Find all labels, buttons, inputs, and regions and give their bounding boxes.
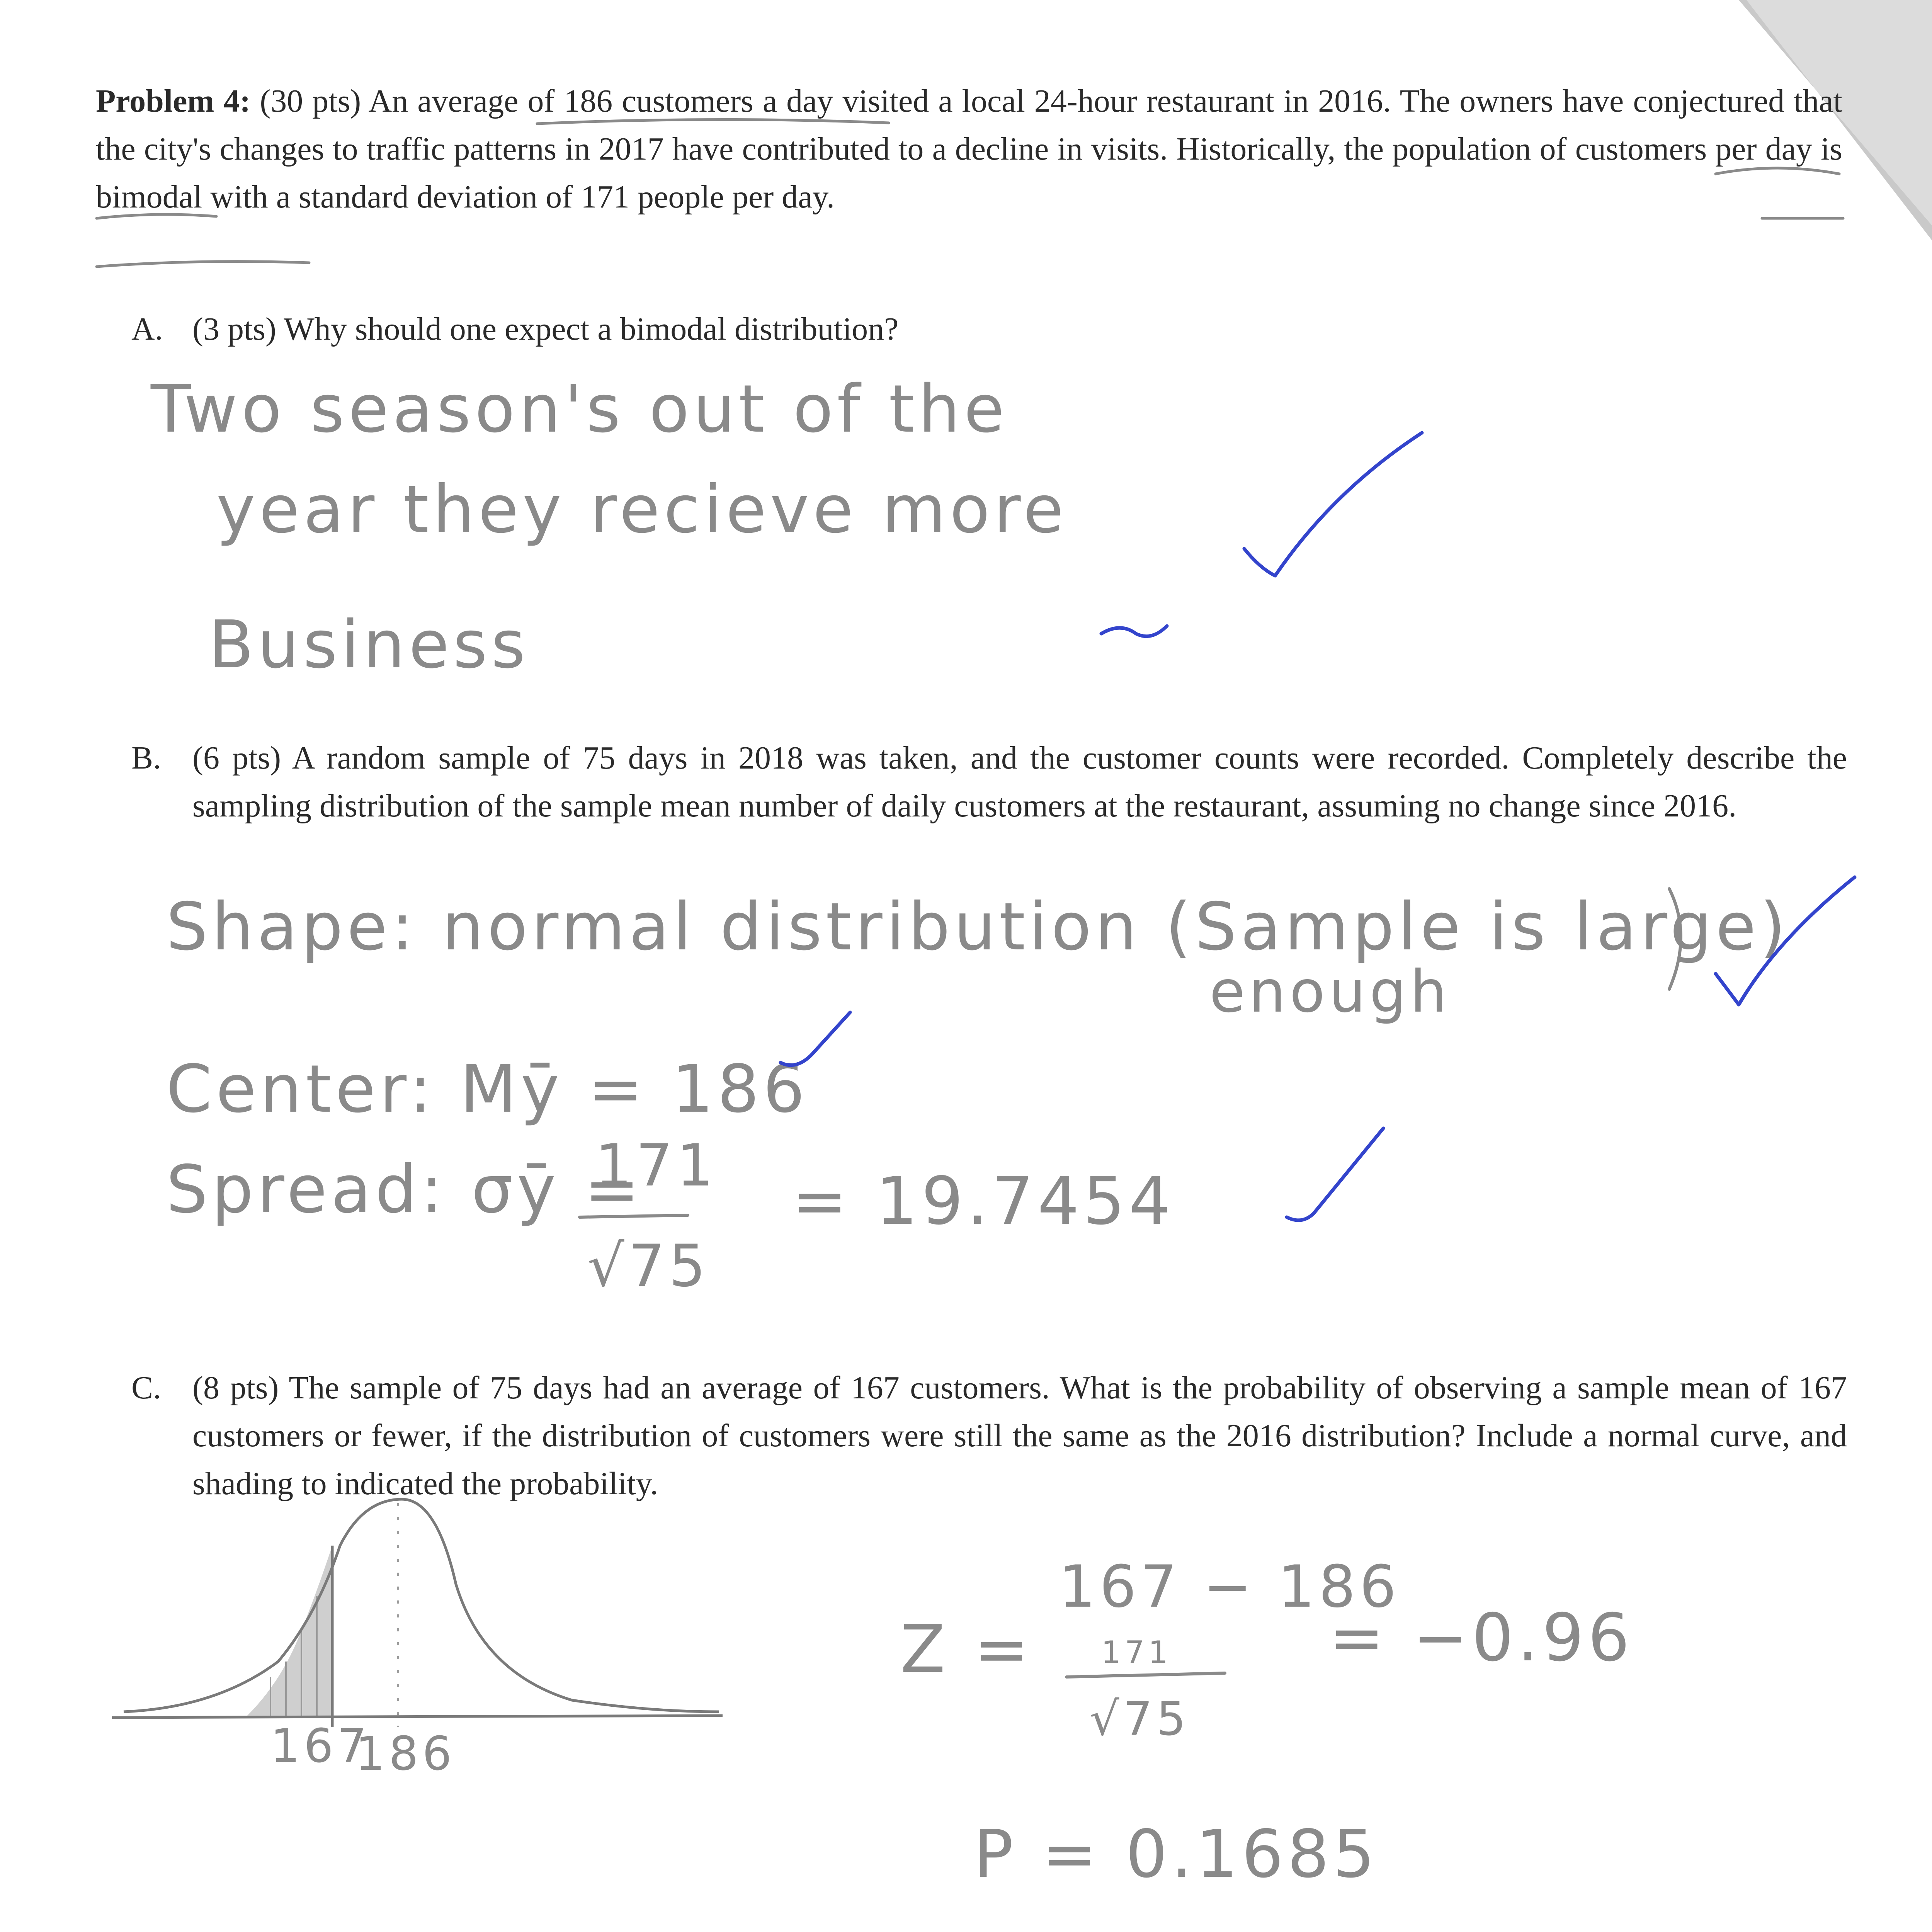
curve-label-186: 186 — [355, 1727, 456, 1781]
part-b-shape: Shape: normal distribution (Sample is large) — [166, 889, 1789, 965]
underline-in-visits — [97, 214, 216, 218]
part-b-question: (6 pts) A random sample of 75 days in 2018 was taken, and the customer counts were recorded. Completely describe the sampling distribution of the sample mean number of daily customers at the restaurant, assuming no change since 2016. — [192, 740, 1847, 824]
z-denominator-top: 171 — [1101, 1634, 1172, 1670]
problem-text: An average of 186 customers a day visited a local 24-hour restaurant in 2016. The owners have conjectured that the city's changes to traffic patterns in 2017 have contributed to a decline in visits. Historically, the population of customers per day is bimodal with a standard deviation of 171 people per day. — [96, 83, 1842, 215]
tilde-part-a — [1101, 626, 1167, 636]
shaded-tail — [247, 1546, 332, 1716]
pencil-underlines — [97, 119, 1843, 267]
z-result: = −0.96 — [1329, 1600, 1634, 1676]
part-b-spread-denominator: √75 — [587, 1233, 710, 1300]
part-b-letter: B. — [131, 740, 162, 776]
underline-decline — [1716, 168, 1839, 174]
z-denominator-bottom: √75 — [1090, 1692, 1190, 1746]
part-a-letter: A. — [131, 311, 163, 347]
z-label: Z = — [900, 1611, 1033, 1688]
underline-people-per-day — [97, 262, 309, 267]
curve-label-167: 167 — [270, 1719, 371, 1773]
p-value: P = 0.1685 — [974, 1816, 1379, 1893]
underline-average — [537, 119, 889, 124]
part-b-shape-continued: enough — [1209, 958, 1451, 1026]
normal-curve-sketch — [112, 1499, 723, 1727]
bell-curve — [124, 1499, 719, 1712]
part-a-question: (3 pts) Why should one expect a bimodal distribution? — [192, 311, 899, 347]
part-b-spread-label: Spread: σȳ = — [166, 1151, 643, 1228]
handwritten-strokes — [580, 889, 1681, 1677]
problem-label: Problem 4: — [96, 83, 251, 119]
checkmark-part-b-spread — [1287, 1128, 1383, 1220]
part-a-answer-line-3: Business — [209, 607, 529, 683]
x-axis — [112, 1716, 723, 1718]
checkmark-part-a — [1244, 433, 1422, 576]
grader-marks — [104, 433, 1855, 1932]
part-b-spread-numerator: 171 — [595, 1132, 718, 1199]
problem-points: (30 pts) — [260, 83, 361, 119]
spread-fraction-bar — [580, 1215, 688, 1217]
part-c-letter: C. — [131, 1370, 162, 1406]
part-a-answer-line-2: year they recieve more — [216, 471, 1068, 548]
part-b-paren-close — [1669, 889, 1681, 989]
part-a-answer-line-1: Two season's out of the — [151, 371, 1009, 447]
z-fraction-bar — [1066, 1673, 1225, 1677]
part-b-center: Center: Mȳ = 186 — [166, 1051, 809, 1128]
part-b-spread-result: = 19.7454 — [792, 1163, 1175, 1240]
checkmark-part-b-shape — [1716, 877, 1855, 1005]
z-numerator: 167 − 186 — [1059, 1553, 1400, 1621]
part-c-question: (8 pts) The sample of 75 days had an average of 167 customers. What is the probability of observing a sample mean of 167 customers or fewer, if the distribution of customers were still the same as the 2016 distribution? Include a normal curve, and shading to indicated the probability. — [192, 1370, 1847, 1502]
checkmark-part-b-center — [781, 1012, 850, 1065]
